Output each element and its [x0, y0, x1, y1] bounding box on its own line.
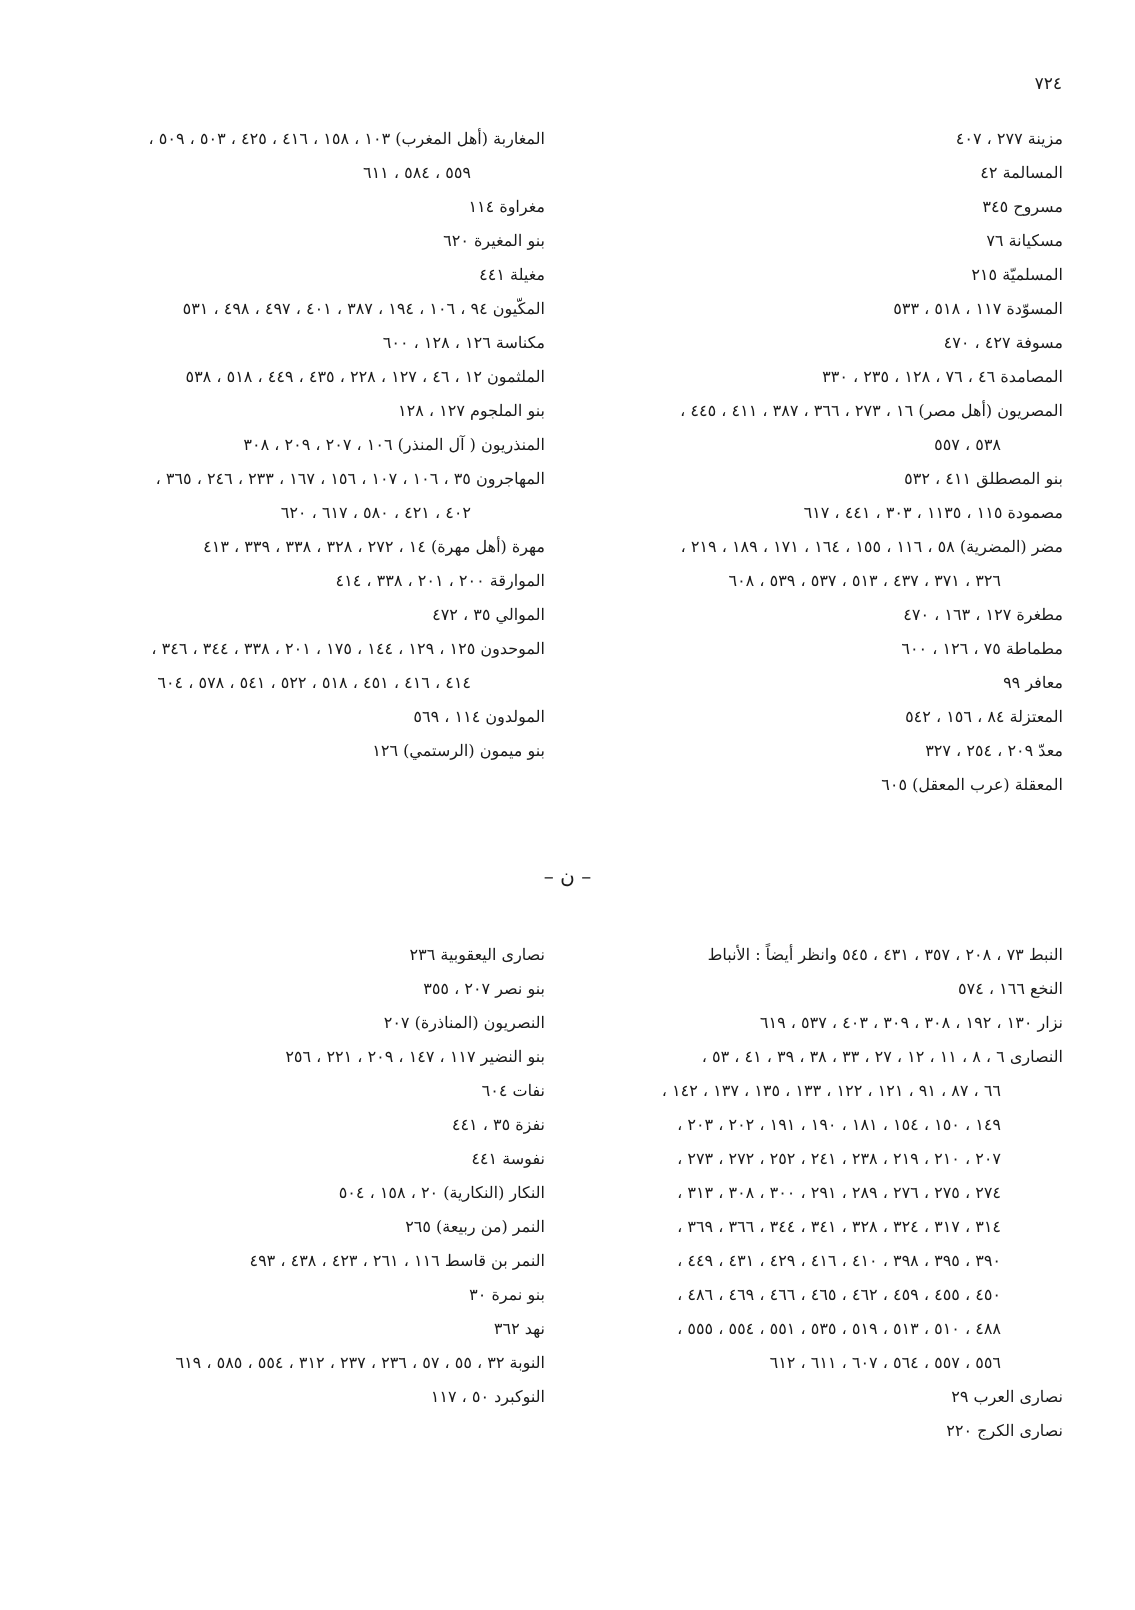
index-entry-continuation: ٥٥٦ ، ٥٥٧ ، ٥٦٤ ، ٦٠٧ ، ٦١١ ، ٦١٢ — [769, 1353, 1001, 1372]
index-entry-continuation: ٤٨٨ ، ٥١٠ ، ٥١٣ ، ٥١٩ ، ٥٣٥ ، ٥٥١ ، ٥٥٤ ، ٥٥٥ ، — [677, 1319, 1001, 1338]
section-letter-heading: – ن – — [543, 864, 592, 888]
index-entry — [58, 1006, 545, 1040]
index-entry-line: النوكبرد ٥٠ ، ١١٧ — [430, 1387, 545, 1406]
index-entry — [58, 1040, 545, 1074]
index-entry — [58, 1108, 545, 1142]
index-entry — [58, 1312, 545, 1346]
index-entry — [58, 700, 545, 734]
index-entry-line: مصمودة ١١٥ ، ١١٣٥ ، ٣٠٣ ، ٤٤١ ، ٦١٧ — [803, 503, 1063, 522]
index-column-right-bottom — [583, 938, 1063, 1448]
index-entry-line: المولدون ١١٤ ، ٥٦٩ — [413, 707, 545, 726]
index-entry — [58, 1074, 545, 1108]
index-entry — [58, 462, 545, 530]
index-entry-continuation: ٣٩٠ ، ٣٩٥ ، ٣٩٨ ، ٤١٠ ، ٤١٦ ، ٤٢٩ ، ٤٣١ ، ٤٤٩ ، — [677, 1251, 1001, 1270]
index-entry — [58, 632, 545, 700]
index-entry-continuation: ٤٥٠ ، ٤٥٥ ، ٤٥٩ ، ٤٦٢ ، ٤٦٥ ، ٤٦٦ ، ٤٦٩ ، ٤٨٦ ، — [677, 1285, 1001, 1304]
index-entry — [583, 326, 1063, 360]
index-entry-line: الموارقة ٢٠٠ ، ٢٠١ ، ٣٣٨ ، ٤١٤ — [335, 571, 545, 590]
index-entry-continuation: ٢٧٤ ، ٢٧٥ ، ٢٧٦ ، ٢٨٩ ، ٢٩١ ، ٣٠٠ ، ٣٠٨ ، ٣١٣ ، — [677, 1183, 1001, 1202]
index-entry-line: النكار (النكارية) ٢٠ ، ١٥٨ ، ٥٠٤ — [338, 1183, 545, 1202]
index-entry — [583, 700, 1063, 734]
index-entry — [583, 598, 1063, 632]
index-entry-continuation: ٢٠٧ ، ٢١٠ ، ٢١٩ ، ٢٣٨ ، ٢٤١ ، ٢٥٢ ، ٢٧٢ ، ٢٧٣ ، — [677, 1149, 1001, 1168]
index-entry — [583, 734, 1063, 768]
index-entry-line: نفوسة ٤٤١ — [471, 1149, 545, 1168]
index-entry — [58, 1142, 545, 1176]
index-entry-line: مسكيانة ٧٦ — [986, 231, 1063, 250]
index-entry-line: نفات ٦٠٤ — [481, 1081, 545, 1100]
index-entry — [583, 394, 1063, 462]
index-entry-continuation: ٥٥٩ ، ٥٨٤ ، ٦١١ — [362, 163, 471, 182]
index-entry-line: المنذريون ( آل المنذر) ١٠٦ ، ٢٠٧ ، ٢٠٩ ، ٣٠٨ — [243, 435, 545, 454]
index-entry — [58, 598, 545, 632]
index-entry — [583, 666, 1063, 700]
index-entry-continuation: ١٤٩ ، ١٥٠ ، ١٥٤ ، ١٨١ ، ١٩٠ ، ١٩١ ، ٢٠٢ ، ٢٠٣ ، — [677, 1115, 1001, 1134]
index-entry-line: مغراوة ١١٤ — [468, 197, 545, 216]
index-entry-line: بنو نصر ٢٠٧ ، ٣٥٥ — [423, 979, 545, 998]
index-entry — [58, 190, 545, 224]
index-entry — [58, 1210, 545, 1244]
index-entry-line: مزينة ٢٧٧ ، ٤٠٧ — [955, 129, 1063, 148]
index-entry — [583, 768, 1063, 802]
index-entry — [58, 360, 545, 394]
index-entry — [58, 1380, 545, 1414]
index-entry-line: النبط ٧٣ ، ٢٠٨ ، ٣٥٧ ، ٤٣١ ، ٥٤٥ وانظر أيضاً : الأنباط — [707, 945, 1063, 964]
index-entry — [583, 292, 1063, 326]
index-entry-line: مضر (المضرية) ٥٨ ، ١١٦ ، ١٥٥ ، ١٦٤ ، ١٧١ ، ١٨٩ ، ٢١٩ ، — [680, 537, 1063, 556]
index-entry — [58, 122, 545, 190]
index-entry — [58, 1176, 545, 1210]
index-entry-line: نفزة ٣٥ ، ٤٤١ — [451, 1115, 545, 1134]
index-entry — [583, 1414, 1063, 1448]
index-entry — [583, 530, 1063, 598]
index-entry — [583, 972, 1063, 1006]
index-entry-line: بنو المصطلق ٤١١ ، ٥٣٢ — [904, 469, 1063, 488]
index-entry-line: المسلميّة ٢١٥ — [971, 265, 1063, 284]
index-entry-line: نصارى اليعقوبية ٢٣٦ — [409, 945, 545, 964]
index-entry-continuation: ٤٠٢ ، ٤٢١ ، ٥٨٠ ، ٦١٧ ، ٦٢٠ — [280, 503, 471, 522]
index-entry — [58, 292, 545, 326]
index-entry-line: المكّيون ٩٤ ، ١٠٦ ، ١٩٤ ، ٣٨٧ ، ٤٠١ ، ٤٩٧ ، ٤٩٨ ، ٥٣١ — [182, 299, 545, 318]
index-entry-line: مطماطة ٧٥ ، ١٢٦ ، ٦٠٠ — [901, 639, 1063, 658]
index-entry-line: مغيلة ٤٤١ — [479, 265, 545, 284]
index-entry-line: الملثمون ١٢ ، ٤٦ ، ١٢٧ ، ٢٢٨ ، ٤٣٥ ، ٤٤٩ ، ٥١٨ ، ٥٣٨ — [185, 367, 545, 386]
index-entry — [58, 1244, 545, 1278]
index-entry — [583, 360, 1063, 394]
index-entry — [58, 258, 545, 292]
index-entry-line: معدّ ٢٠٩ ، ٢٥٤ ، ٣٢٧ — [925, 741, 1063, 760]
index-entry-line: بنو نمرة ٣٠ — [469, 1285, 545, 1304]
index-entry — [583, 1380, 1063, 1414]
index-entry-line: بنو النضير ١١٧ ، ١٤٧ ، ٢٠٩ ، ٢٢١ ، ٢٥٦ — [285, 1047, 545, 1066]
index-entry-line: بنو المغيرة ٦٢٠ — [443, 231, 545, 250]
index-entry-line: النخع ١٦٦ ، ٥٧٤ — [958, 979, 1063, 998]
index-entry-line: المغاربة (أهل المغرب) ١٠٣ ، ١٥٨ ، ٤١٦ ، ٤٢٥ ، ٥٠٣ ، ٥٠٩ ، — [148, 129, 545, 148]
index-entry — [58, 564, 545, 598]
index-entry-line: المسالمة ٤٢ — [980, 163, 1063, 182]
index-entry-continuation: ٦٦ ، ٨٧ ، ٩١ ، ١٢١ ، ١٢٢ ، ١٣٣ ، ١٣٥ ، ١٣٧ ، ١٤٢ ، — [661, 1081, 1001, 1100]
index-entry-line: مسوفة ٤٢٧ ، ٤٧٠ — [943, 333, 1063, 352]
index-entry-line: النمر (من ربيعة) ٢٦٥ — [405, 1217, 545, 1236]
index-entry — [583, 938, 1063, 972]
index-entry — [58, 428, 545, 462]
page-number: ٧٢٤ — [1034, 74, 1062, 94]
index-entry-line: المعقلة (عرب المعقل) ٦٠٥ — [881, 775, 1063, 794]
index-entry — [58, 1346, 545, 1380]
index-entry-line: بنو الملجوم ١٢٧ ، ١٢٨ — [398, 401, 545, 420]
index-entry — [583, 632, 1063, 666]
index-entry-continuation: ٤١٤ ، ٤١٦ ، ٤٥١ ، ٥١٨ ، ٥٢٢ ، ٥٤١ ، ٥٧٨ ، ٦٠٤ — [157, 673, 471, 692]
index-entry — [583, 224, 1063, 258]
index-entry-line: مكناسة ١٢٦ ، ١٢٨ ، ٦٠٠ — [382, 333, 545, 352]
index-column-right-top — [583, 122, 1063, 802]
index-entry — [583, 462, 1063, 496]
index-entry-line: بنو ميمون (الرستمي) ١٢٦ — [372, 741, 545, 760]
index-entry-line: النصريون (المناذرة) ٢٠٧ — [383, 1013, 545, 1032]
index-entry — [583, 122, 1063, 156]
index-entry-line: النوبة ٣٢ ، ٥٥ ، ٥٧ ، ٢٣٦ ، ٢٣٧ ، ٣١٢ ، ٥٥٤ ، ٥٨٥ ، ٦١٩ — [175, 1353, 545, 1372]
index-entry — [583, 1006, 1063, 1040]
index-entry — [583, 156, 1063, 190]
index-entry — [58, 530, 545, 564]
index-entry-line: مطغرة ١٢٧ ، ١٦٣ ، ٤٧٠ — [903, 605, 1063, 624]
index-entry-line: مهرة (أهل مهرة) ١٤ ، ٢٧٢ ، ٣٢٨ ، ٣٣٨ ، ٣٣٩ ، ٤١٣ — [203, 537, 545, 556]
index-entry-line: المسوّدة ١١٧ ، ٥١٨ ، ٥٣٣ — [893, 299, 1063, 318]
index-entry — [583, 258, 1063, 292]
index-column-left-top — [58, 122, 545, 768]
index-entry — [58, 734, 545, 768]
index-entry-line: المعتزلة ٨٤ ، ١٥٦ ، ٥٤٢ — [905, 707, 1063, 726]
index-entry-line: مسروح ٣٤٥ — [982, 197, 1063, 216]
index-entry-line: نزار ١٣٠ ، ١٩٢ ، ٣٠٨ ، ٣٠٩ ، ٤٠٣ ، ٥٣٧ ، ٦١٩ — [759, 1013, 1063, 1032]
index-entry-line: الموحدون ١٢٥ ، ١٢٩ ، ١٤٤ ، ١٧٥ ، ٢٠١ ، ٣٣٨ ، ٣٤٤ ، ٣٤٦ ، — [151, 639, 545, 658]
index-entry-continuation: ٥٣٨ ، ٥٥٧ — [934, 435, 1001, 454]
index-entry — [58, 938, 545, 972]
index-entry-line: معافر ٩٩ — [1003, 673, 1063, 692]
index-entry-line: نصارى الكرج ٢٢٠ — [946, 1421, 1063, 1440]
index-entry — [58, 972, 545, 1006]
index-entry — [583, 190, 1063, 224]
index-entry-line: النصارى ٦ ، ٨ ، ١١ ، ١٢ ، ٢٧ ، ٣٣ ، ٣٨ ، ٣٩ ، ٤١ ، ٥٣ ، — [701, 1047, 1063, 1066]
index-entry-line: المصريون (أهل مصر) ١٦ ، ٢٧٣ ، ٣٦٦ ، ٣٨٧ ، ٤١١ ، ٤٤٥ ، — [680, 401, 1063, 420]
index-entry-line: المهاجرون ٣٥ ، ١٠٦ ، ١٠٧ ، ١٥٦ ، ١٦٧ ، ٢٣٣ ، ٢٤٦ ، ٣٦٥ ، — [155, 469, 545, 488]
index-entry-line: نهد ٣٦٢ — [493, 1319, 545, 1338]
index-entry — [58, 394, 545, 428]
index-entry-line: نصارى العرب ٢٩ — [951, 1387, 1063, 1406]
index-column-left-bottom — [58, 938, 545, 1414]
index-entry-continuation: ٣١٤ ، ٣١٧ ، ٣٢٤ ، ٣٢٨ ، ٣٤١ ، ٣٤٤ ، ٣٦٦ ، ٣٦٩ ، — [677, 1217, 1001, 1236]
index-entry — [58, 224, 545, 258]
index-entry-line: الموالي ٣٥ ، ٤٧٢ — [432, 605, 545, 624]
index-entry-line: النمر بن قاسط ١١٦ ، ٢٦١ ، ٤٢٣ ، ٤٣٨ ، ٤٩٣ — [249, 1251, 545, 1270]
index-entry-line: المصامدة ٤٦ ، ٧٦ ، ١٢٨ ، ٢٣٥ ، ٣٣٠ — [822, 367, 1063, 386]
index-entry — [583, 496, 1063, 530]
index-entry — [58, 326, 545, 360]
index-entry-continuation: ٣٢٦ ، ٣٧١ ، ٤٣٧ ، ٥١٣ ، ٥٣٧ ، ٥٣٩ ، ٦٠٨ — [728, 571, 1001, 590]
index-entry — [583, 1040, 1063, 1380]
index-entry — [58, 1278, 545, 1312]
